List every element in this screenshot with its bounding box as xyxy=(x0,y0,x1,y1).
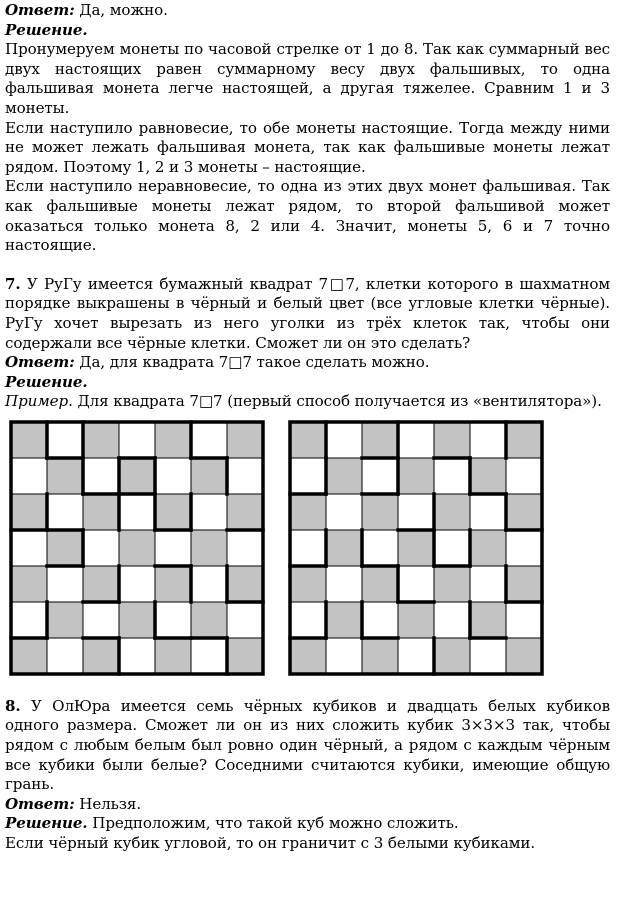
answer-line-8 xyxy=(5,795,610,815)
right-grid-cell xyxy=(470,494,506,530)
left-grid-cell xyxy=(11,638,47,674)
answer-label: Ответ: xyxy=(5,794,75,813)
left-grid-cell xyxy=(11,494,47,530)
left-grid-cell xyxy=(227,530,263,566)
left-grid-cell xyxy=(119,566,155,602)
solution-line-8 xyxy=(5,814,610,834)
right-grid-cell xyxy=(362,422,398,458)
answer-line-6 xyxy=(5,1,610,21)
left-grid-cell xyxy=(191,422,227,458)
right-grid-cell xyxy=(326,566,362,602)
left-grid-cell xyxy=(119,530,155,566)
left-grid-cell xyxy=(47,530,83,566)
right-grid-cell xyxy=(398,458,434,494)
right-grid-cell xyxy=(398,566,434,602)
left-grid-cell xyxy=(47,458,83,494)
left-grid-cell xyxy=(47,566,83,602)
answer-label: Ответ: xyxy=(5,353,75,372)
left-grid-cell xyxy=(47,638,83,674)
left-grid-cell xyxy=(119,602,155,638)
problem-number: 7. xyxy=(5,274,21,293)
right-grid-cell xyxy=(326,530,362,566)
left-grid-cell xyxy=(11,566,47,602)
right-grid-cell xyxy=(470,422,506,458)
left-grid-cell xyxy=(119,422,155,458)
right-grid-cell xyxy=(290,638,326,674)
right-grid-cell xyxy=(290,602,326,638)
right-grid-cell xyxy=(362,638,398,674)
right-grid-cell xyxy=(290,422,326,458)
right-grid-cell xyxy=(506,422,542,458)
left-grid-cell xyxy=(227,422,263,458)
right-grid-cell xyxy=(326,494,362,530)
right-grid-cell xyxy=(470,566,506,602)
solution-paragraph-3: Если наступило неравновесие, то одна из этих двух монет фальшивая. Так как фальшивые монеты лежат рядом, то второй фальшивой может оказаться только монета 8, 2 или 4. Значит, монеты 5, 6 и 7 точно настоящие. xyxy=(5,177,610,255)
left-grid-cell xyxy=(11,602,47,638)
left-grid-cell xyxy=(191,566,227,602)
left-grid-cell xyxy=(227,458,263,494)
right-grid-cell xyxy=(434,566,470,602)
left-grid-cell xyxy=(11,530,47,566)
right-grid-cell xyxy=(362,458,398,494)
problem-number: 8. xyxy=(5,696,21,715)
left-grid-cell xyxy=(83,602,119,638)
solution-label: Решение. xyxy=(5,814,88,833)
problem-7-statement xyxy=(5,275,610,353)
right-grid-cell xyxy=(290,494,326,530)
right-grid-cell xyxy=(434,530,470,566)
left-grid-cell xyxy=(83,638,119,674)
right-grid-cell xyxy=(362,602,398,638)
left-grid-cell xyxy=(155,458,191,494)
left-grid-cell xyxy=(47,422,83,458)
left-grid-cell xyxy=(83,422,119,458)
problem-text: У РуГу имеется бумажный квадрат 7□7, клетки которого в шахматном порядке выкрашены в чёрный и белый цвет (все угловые клетки чёрные). РуГу хочет вырезать из него уголки из трёх клеток так, чтобы они содержали все чёрные клетки. Сможет ли он это сделать? xyxy=(5,274,610,352)
right-grid-cell xyxy=(470,638,506,674)
right-grid-cell xyxy=(290,566,326,602)
left-grid-cell xyxy=(155,566,191,602)
answer-line-7 xyxy=(5,353,610,373)
solution-text: Предположим, что такой куб можно сложить. xyxy=(87,814,459,833)
answer-label: Ответ: xyxy=(5,1,75,19)
grid-figures xyxy=(5,420,610,678)
left-grid-cell xyxy=(11,458,47,494)
right-grid-cell xyxy=(362,494,398,530)
left-grid-cell xyxy=(227,602,263,638)
right-grid-cell xyxy=(398,494,434,530)
right-grid-cell xyxy=(398,638,434,674)
left-grid-cell xyxy=(227,566,263,602)
document-page xyxy=(5,1,610,854)
right-grid-cell xyxy=(470,530,506,566)
left-grid-cell xyxy=(227,494,263,530)
left-grid-cell xyxy=(155,494,191,530)
right-grid-cell xyxy=(506,602,542,638)
left-grid-cell xyxy=(83,494,119,530)
right-grid-cell xyxy=(326,458,362,494)
example-text: . Для квадрата 7□7 (первый способ получается из «вентилятора»). xyxy=(68,392,602,411)
solution-paragraph-2: Если наступило равновесие, то обе монеты настоящие. Тогда между ними не может лежать фальшивая монета, так как фальшивые монеты лежат рядом. Поэтому 1, 2 и 3 монеты – настоящие. xyxy=(5,118,610,176)
right-grid-cell xyxy=(506,566,542,602)
left-grid-cell xyxy=(83,458,119,494)
right-grid-cell xyxy=(326,638,362,674)
left-grid-cell xyxy=(155,638,191,674)
right-grid-cell xyxy=(506,494,542,530)
right-grid-cell xyxy=(470,458,506,494)
left-grid-cell xyxy=(11,422,47,458)
left-grid-cell xyxy=(47,602,83,638)
left-grid-cell xyxy=(119,638,155,674)
right-grid-cell xyxy=(470,602,506,638)
left-grid-cell xyxy=(155,422,191,458)
left-grid-cell xyxy=(191,602,227,638)
right-grid-cell xyxy=(326,422,362,458)
right-grid-cell xyxy=(326,602,362,638)
left-grid-cell xyxy=(155,602,191,638)
right-grid-cell xyxy=(434,422,470,458)
left-grid-cell xyxy=(47,494,83,530)
solution-label: Решение. xyxy=(5,20,88,39)
left-grid-cell xyxy=(83,530,119,566)
problem-text: У ОлЮра имеется семь чёрных кубиков и двадцать белых кубиков одного размера. Сможет ли он из них сложить кубик 3×3×3 так, чтобы рядом с любым белым был ровно один чёрный, а рядом с каждым чёрным все кубики были белые? Соседними считаются кубики, имеющие общую грань. xyxy=(5,696,610,794)
right-grid-cell xyxy=(434,602,470,638)
problem-8-statement xyxy=(5,697,610,795)
grid-figure-left xyxy=(9,420,273,678)
right-grid-cell xyxy=(434,494,470,530)
left-grid-cell xyxy=(191,494,227,530)
left-grid-cell xyxy=(83,566,119,602)
left-grid-cell xyxy=(227,638,263,674)
answer-text: Да, для квадрата 7□7 такое сделать можно. xyxy=(74,353,430,372)
left-grid-cell xyxy=(119,458,155,494)
example-paragraph xyxy=(5,392,610,412)
left-grid-cell xyxy=(191,530,227,566)
grid-figure-right xyxy=(288,420,552,678)
example-label: Пример xyxy=(5,392,69,411)
left-grid-cell xyxy=(119,494,155,530)
solution-label: Решение. xyxy=(5,372,88,391)
right-grid-cell xyxy=(398,602,434,638)
right-grid-cell xyxy=(362,530,398,566)
answer-text: Нельзя. xyxy=(74,794,142,813)
right-grid-cell xyxy=(398,530,434,566)
right-grid-cell xyxy=(506,458,542,494)
right-grid-cell xyxy=(290,458,326,494)
left-grid-cell xyxy=(191,458,227,494)
solution-paragraph-1: Пронумеруем монеты по часовой стрелке от 1 до 8. Так как суммарный вес двух настоящих равен суммарному весу двух фальшивых, то одна фальшивая монета легче настоящей, а другая тяжелее. Сравним 1 и 3 монеты. xyxy=(5,40,610,117)
right-grid-cell xyxy=(290,530,326,566)
left-grid-cell xyxy=(155,530,191,566)
answer-text: Да, можно. xyxy=(74,1,168,19)
right-grid-cell xyxy=(506,530,542,566)
right-grid-cell xyxy=(434,638,470,674)
right-grid-cell xyxy=(434,458,470,494)
left-grid-cell xyxy=(191,638,227,674)
right-grid-cell xyxy=(398,422,434,458)
right-grid-cell xyxy=(506,638,542,674)
solution-paragraph-1: Если чёрный кубик угловой, то он граничит с 3 белыми кубиками. xyxy=(5,834,536,853)
right-grid-cell xyxy=(362,566,398,602)
